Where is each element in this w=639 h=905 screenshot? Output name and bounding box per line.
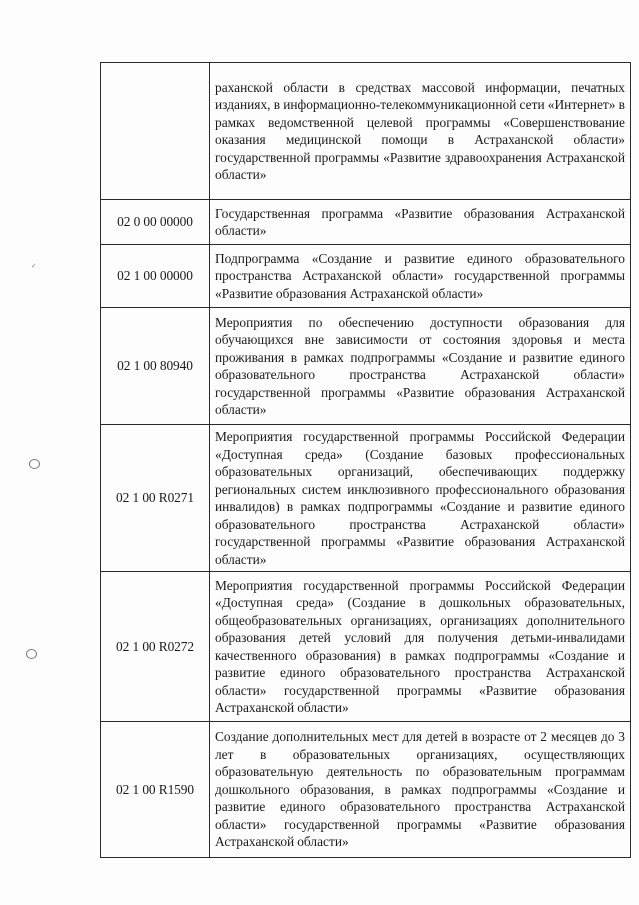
row-description: Создание дополнительных мест для детей в возрасте от 2 месяцев до 3 лет в образовательных организациях, осуществляющих образовательную деятельность по образовательным программам дошкольного образования, в рамках подпрограммы «Создание и развитие единого образовательного пространства Астраханской области» государственной программы «Развитие образования Астраханской области» xyxy=(210,722,631,858)
table-row xyxy=(101,200,631,245)
scan-mark: ✓ xyxy=(31,262,37,270)
budget-classification-table xyxy=(100,62,631,858)
row-code: 02 1 00 R1590 xyxy=(101,722,210,858)
row-description: Мероприятия по обеспечению доступности образования для обучающихся вне зависимости от состояния здоровья и места проживания в рамках подпрограммы «Создание и развитие единого образовательного пространства Астраханской области» государственной программы «Развитие образования Астраханской области» xyxy=(210,308,631,425)
row-code: 02 1 00 00000 xyxy=(101,245,210,308)
row-code: 02 1 00 80940 xyxy=(101,308,210,425)
row-description: Подпрограмма «Создание и развитие единого образовательного пространства Астраханской области» государственной программы «Развитие образования Астраханской области» xyxy=(210,245,631,308)
table-row xyxy=(101,425,631,572)
punch-hole-top xyxy=(29,459,40,469)
table-row xyxy=(101,722,631,858)
row-description: раханской области в средствах массовой информации, печатных изданиях, в информационно-телекоммуникационной сети «Интернет» в рамках ведомственной целевой программы «Совершенствование оказания медицинской помощи в Астраханской области» государственной программы «Развитие здравоохранения Астраханской области» xyxy=(210,63,631,200)
row-description: Мероприятия государственной программы Российской Федерации «Доступная среда» (Создание в дошкольных образовательных, общеобразовательных организациях, организациях дополнительного образования детей условий для получения детьми-инвалидами качественного образования) в рамках подпрограммы «Создание и развитие единого образовательного пространства Астраханской области» государственной программы «Развитие образования Астраханской области» xyxy=(210,572,631,722)
row-description: Государственная программа «Развитие образования Астраханской области» xyxy=(210,200,631,245)
punch-hole-bottom xyxy=(26,649,37,659)
table-row xyxy=(101,63,631,200)
table-row xyxy=(101,245,631,308)
table-row xyxy=(101,572,631,722)
row-code xyxy=(101,63,210,200)
row-code: 02 1 00 R0271 xyxy=(101,425,210,572)
row-code: 02 0 00 00000 xyxy=(101,200,210,245)
row-code: 02 1 00 R0272 xyxy=(101,572,210,722)
table-row xyxy=(101,308,631,425)
row-description: Мероприятия государственной программы Российской Федерации «Доступная среда» (Создание базовых профессиональных образовательных организаций, обеспечивающих поддержку региональных систем инклюзивного профессионального образования инвалидов) в рамках подпрограммы «Создание и развитие единого образовательного пространства Астраханской области» государственной программы «Развитие образования Астраханской области» xyxy=(210,425,631,572)
